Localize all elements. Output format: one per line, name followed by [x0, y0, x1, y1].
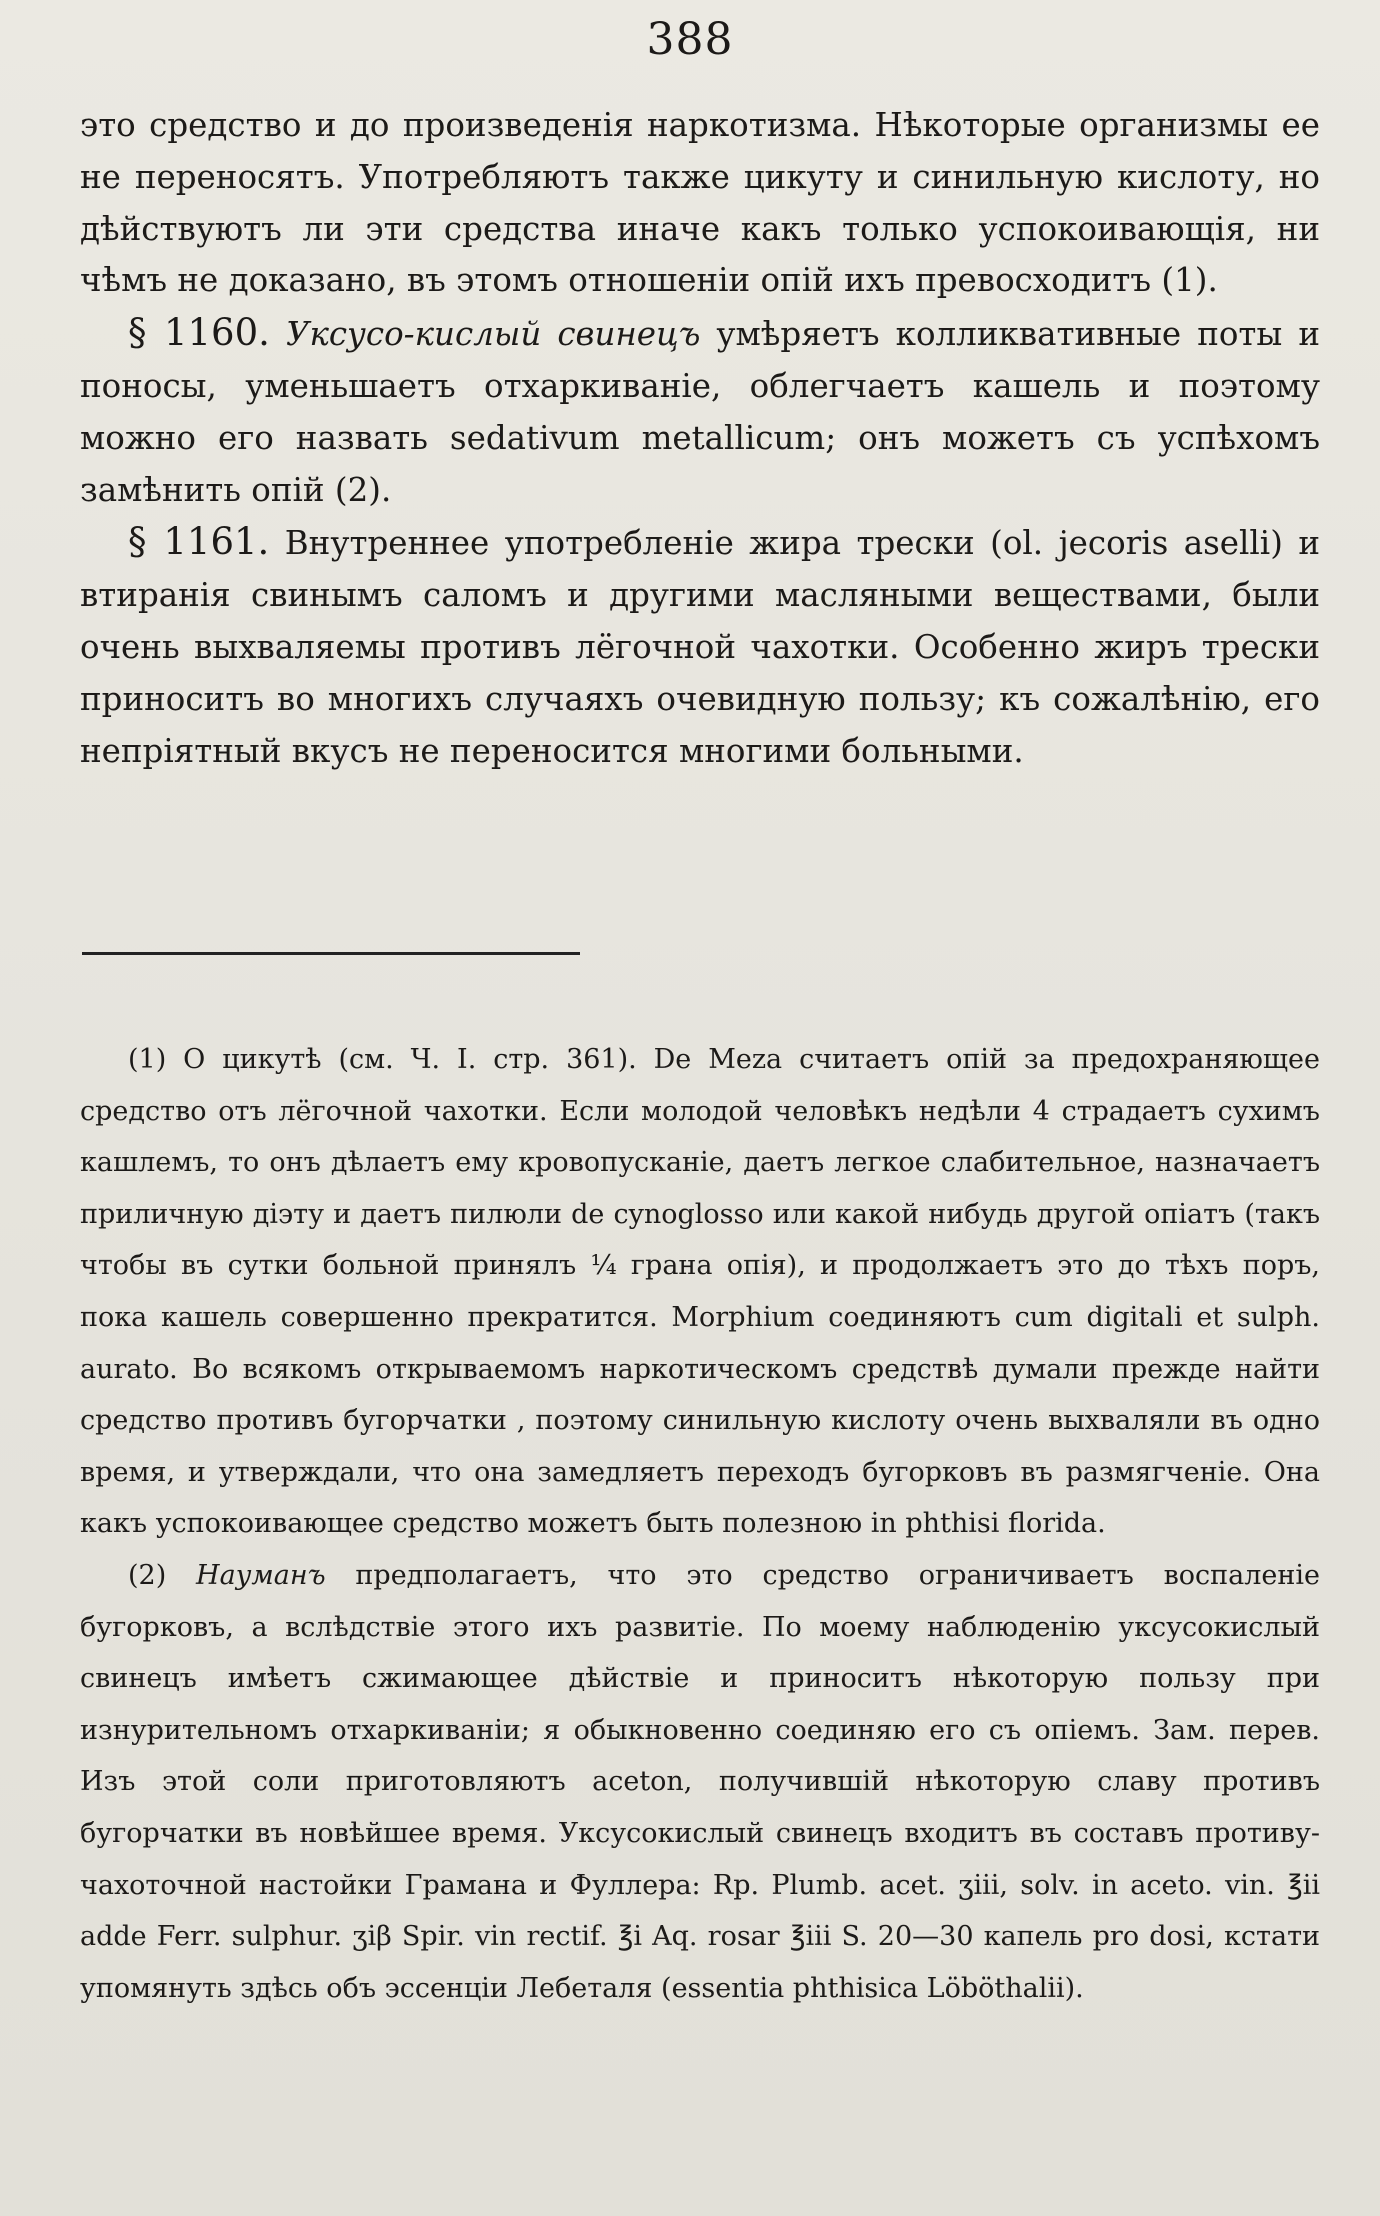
paragraph-1161: [80, 516, 1320, 777]
footnote-1: (1) О цикутѣ (см. Ч. I. стр. 361). De Meza считаетъ опій за предохраняющее средство отъ лёгочной чахотки. Если молодой человѣкъ недѣли 4 страдаетъ сухимъ кашлемъ, то онъ дѣлаетъ ему кровопусканіе, даетъ легкое слабительное, назначаетъ приличную діэту и даетъ пилюли de cynoglosso или какой нибудь другой опіатъ (такъ чтобы въ сутки больной принялъ ¼ грана опія), и продолжаетъ это до тѣхъ поръ, пока кашель совершенно прекратится. Morphium соединяютъ cum digitali et sulph. aurato. Во всякомъ открываемомъ наркотическомъ средствѣ думали прежде найти средство противъ бугорчатки , поэтому синильную кислоту очень выхваляли въ одно время, и утверждали, что она замедляетъ переходъ бугорковъ въ размягченіе. Она какъ успокоивающее средство можетъ быть полезною in phthisi florida.: [80, 1044, 1320, 1540]
italic-term: Уксусо-кислый свинецъ: [285, 315, 701, 354]
main-text: [80, 100, 1320, 777]
footnote-divider: [82, 952, 580, 955]
paragraph-text: Внутреннее употребленіе жира трески (ol. jecoris aselli) и втиранія свинымъ саломъ и другими масляными веществами, были очень выхваляемы противъ лёгочной чахотки. Особенно жиръ трески приноситъ во многихъ случаяхъ очевидную пользу; къ сожалѣнію, его непріятный вкусъ не переносится многими больными.: [80, 524, 1321, 770]
paragraph-1160: [80, 307, 1320, 516]
footnotes: [80, 1034, 1320, 2014]
italic-author: Науманъ: [196, 1559, 326, 1591]
footnote-text: предполагаетъ, что это средство ограничиваетъ воспаленіе бугорковъ, а вслѣдствіе этого ихъ развитіе. По моему наблюденію уксусокислый свинецъ имѣетъ сжимающее дѣйствіе и приноситъ нѣкоторую пользу при изнурительномъ отхаркиваніи; я обыкновенно соединяю его съ опіемъ. Зам. перев. Изъ этой соли приготовляютъ aceton, получившій нѣкоторую славу противъ бугорчатки въ новѣйшее время. Уксусокислый свинецъ входитъ въ составъ противу-чахоточной настойки Грамана и Фуллера: Rp. Plumb. acet. ʒiii, solv. in aceto. vin. ℥ii adde Ferr. sulphur. ʒiβ Spir. vin rectif. ℥i Aq. rosar ℥iii S. 20—30 капель pro dosi, кстати упомянуть здѣсь объ эссенціи Лебеталя (essentia phthisica Löböthalii).: [80, 1559, 1320, 2004]
section-number: § 1161.: [128, 520, 270, 564]
footnote-2: [80, 1550, 1320, 2014]
paragraph-text: умѣряетъ колликвативные поты и поносы, уменьшаетъ отхаркиваніе, облегчаетъ кашель и поэтому можно его назвать sedativum metallicum; онъ можетъ съ успѣхомъ замѣнить опій (2).: [80, 315, 1320, 509]
page-number: 388: [646, 14, 734, 65]
footnote-number: (2): [128, 1559, 167, 1591]
section-number: § 1160.: [128, 311, 270, 355]
paragraph-continued: это средство и до произведенія наркотизма. Нѣкоторые организмы ее не переносятъ. Употребляютъ также цикуту и синильную кислоту, но дѣйствуютъ ли эти средства иначе какъ только успокоивающія, ни чѣмъ не доказано, въ этомъ отношеніи опій ихъ превосходитъ (1).: [80, 106, 1320, 300]
